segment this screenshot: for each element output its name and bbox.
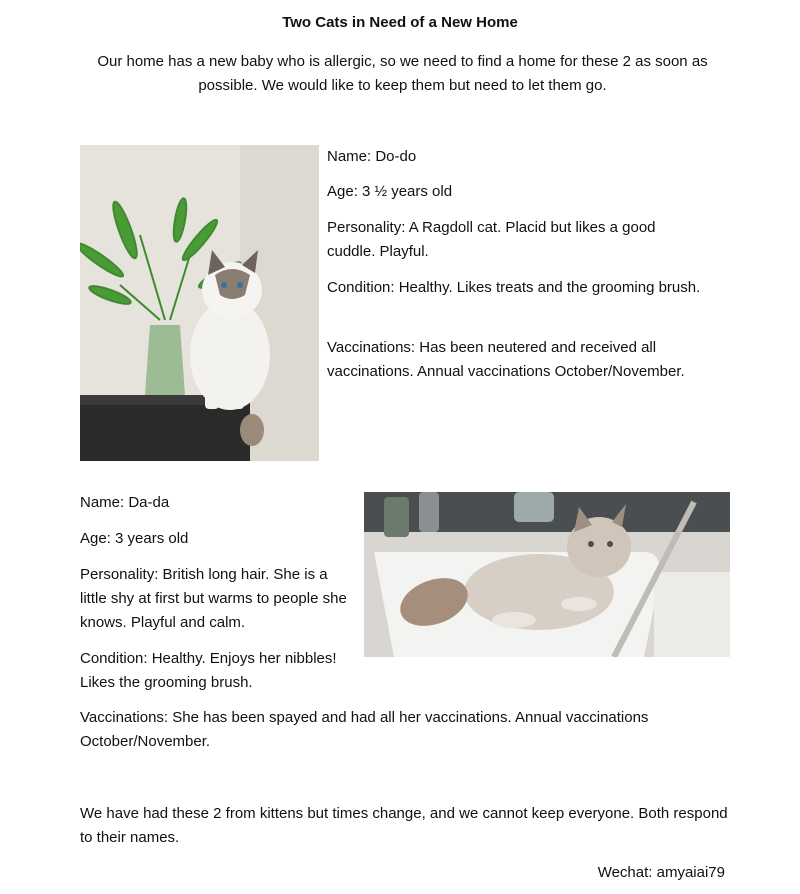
cat1-personality: Personality: A Ragdoll cat. Placid but likes a good cuddle. Playful.: [327, 219, 656, 260]
cat2-photo: [364, 492, 730, 657]
wechat-contact: Wechat: amyaiai79: [597, 864, 725, 881]
cat2-age: Age: 3 years old: [80, 530, 189, 547]
page-title: Two Cats in Need of a New Home: [282, 14, 518, 31]
cat2-personality: Personality: British long hair. She is a little shy at first but warms to people she knows. Playful and calm.: [80, 566, 347, 631]
cat1-name: Name: Do-do: [327, 148, 417, 165]
cat2-name: Name: Da-da: [80, 494, 170, 511]
cat2-vaccinations: Vaccinations: She has been spayed and had all her vaccinations. Annual vaccinations October/November.: [80, 709, 649, 750]
closing-paragraph: We have had these 2 from kittens but times change, and we cannot keep everyone. Both respond to their names.: [80, 805, 728, 846]
cat1-vaccinations: Vaccinations: Has been neutered and received all vaccinations. Annual vaccinations October/November.: [327, 339, 685, 380]
cat2-condition: Condition: Healthy. Enjoys her nibbles! Likes the grooming brush.: [80, 650, 337, 691]
cat1-photo: [80, 145, 319, 461]
intro-paragraph: Our home has a new baby who is allergic, so we need to find a home for these 2 as soon as possible. We would like to keep them but need to let them go.: [97, 53, 708, 94]
cat1-condition: Condition: Healthy. Likes treats and the grooming brush.: [327, 279, 701, 296]
cat1-age: Age: 3 ½ years old: [327, 183, 453, 200]
